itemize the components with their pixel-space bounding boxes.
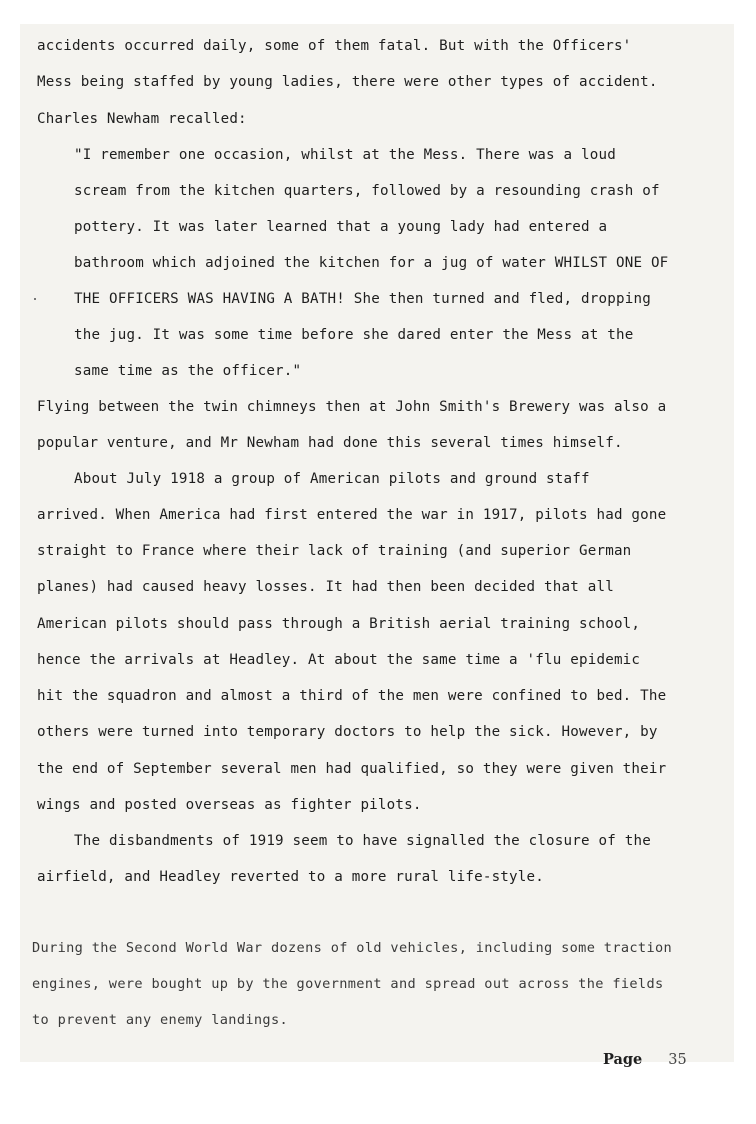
added-text-line: During the Second World War dozens of old vehicles, including some traction xyxy=(32,940,673,956)
text-line: straight to France where their lack of training (and superior German xyxy=(37,543,632,559)
text-line: the end of September several men had qualified, so they were given their xyxy=(37,761,667,777)
page-label: Page xyxy=(603,1051,643,1068)
text-line: Mess being staffed by young ladies, there were other types of accident. xyxy=(37,74,658,90)
text-line: Charles Newham recalled: xyxy=(37,111,247,127)
quote-line: THE OFFICERS WAS HAVING A BATH! She then turned and fled, dropping xyxy=(74,291,651,307)
text-line: hit the squadron and almost a third of the men were confined to bed. The xyxy=(37,688,667,704)
quote-line: same time as the officer." xyxy=(74,363,302,379)
text-line: popular venture, and Mr Newham had done this several times himself. xyxy=(37,435,623,451)
text-line: airfield, and Headley reverted to a more rural life-style. xyxy=(37,869,545,885)
text-line: wings and posted overseas as fighter pilots. xyxy=(37,797,422,813)
added-text-line: engines, were bought up by the government and spread out across the fields xyxy=(32,976,664,992)
margin-mark xyxy=(34,298,36,300)
text-line: planes) had caused heavy losses. It had then been decided that all xyxy=(37,579,614,595)
text-line: hence the arrivals at Headley. At about the same time a 'flu epidemic xyxy=(37,652,641,668)
added-text-line: to prevent any enemy landings. xyxy=(32,1012,289,1028)
text-line: arrived. When America had first entered the war in 1917, pilots had gone xyxy=(37,507,667,523)
text-line: others were turned into temporary doctors to help the sick. However, by xyxy=(37,724,658,740)
quote-line: pottery. It was later learned that a young lady had entered a xyxy=(74,219,608,235)
page-footer xyxy=(603,1051,687,1068)
document-page xyxy=(20,24,734,1068)
text-line: Flying between the twin chimneys then at John Smith's Brewery was also a xyxy=(37,399,667,415)
text-line: accidents occurred daily, some of them fatal. But with the Officers' xyxy=(37,38,632,54)
quote-line: the jug. It was some time before she dared enter the Mess at the xyxy=(74,327,634,343)
paragraph-first-line: The disbandments of 1919 seem to have signalled the closure of the xyxy=(74,833,651,849)
quote-line: scream from the kitchen quarters, followed by a resounding crash of xyxy=(74,183,660,199)
page-number: 35 xyxy=(668,1052,687,1068)
text-line: American pilots should pass through a British aerial training school, xyxy=(37,616,641,632)
quote-line: "I remember one occasion, whilst at the Mess. There was a loud xyxy=(74,147,616,163)
quote-line: bathroom which adjoined the kitchen for a jug of water WHILST ONE OF xyxy=(74,255,669,271)
paragraph-first-line: About July 1918 a group of American pilots and ground staff xyxy=(74,471,590,487)
